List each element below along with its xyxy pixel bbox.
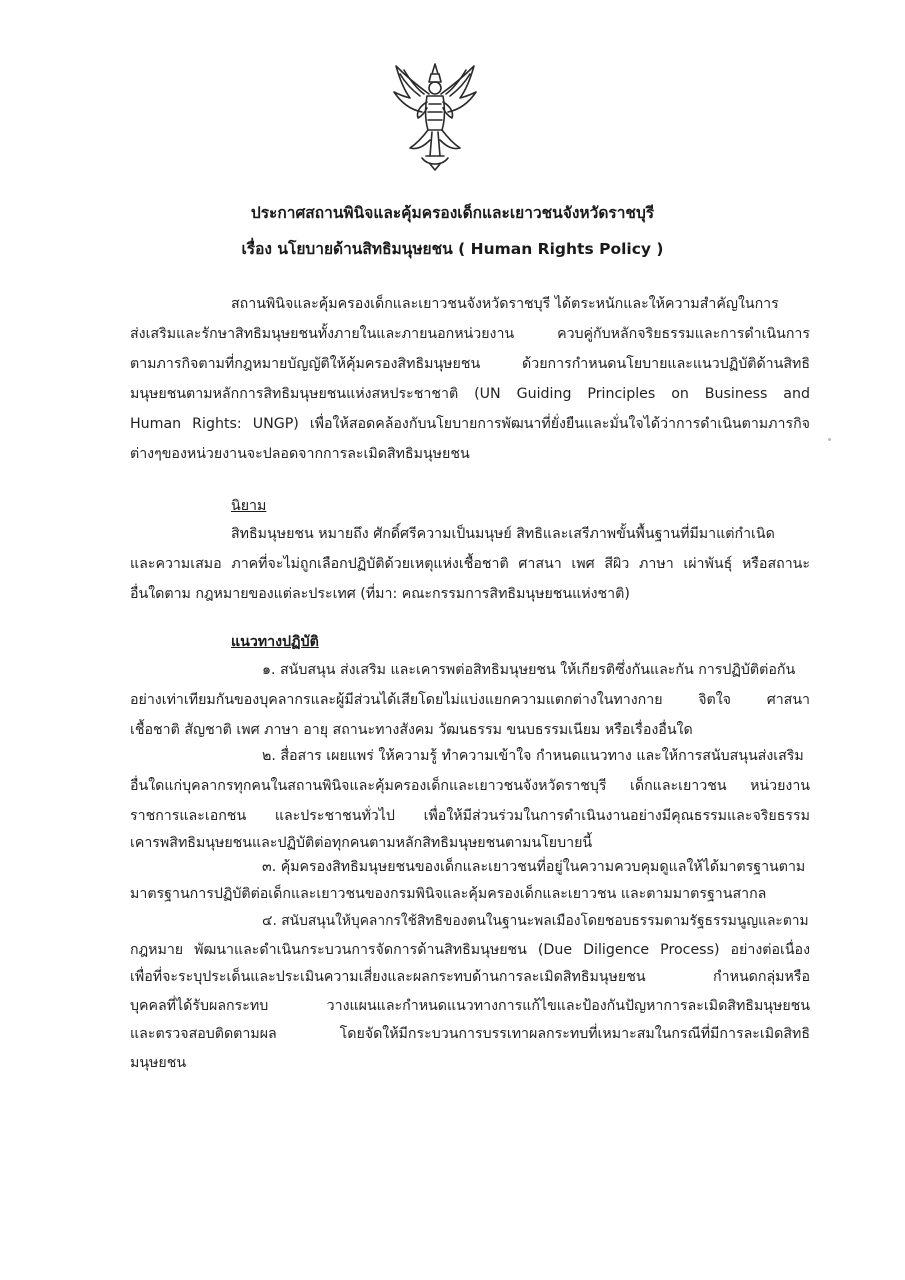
guidelines-heading: แนวทางปฏิบัติ [231, 634, 319, 650]
scan-speck [828, 438, 831, 441]
intro-line: ต่างๆของหน่วยงานจะปลอดจากการละเมิดสิทธิมนุษยชน [130, 446, 470, 462]
guideline-item-4: ๔. สนับสนุนให้บุคลากรใช้สิทธิของตนในฐานะพลเมืองโดยชอบธรรมตามรัฐธรรมนูญและตาม [262, 913, 809, 929]
document-subject: เรื่อง นโยบายด้านสิทธิมนุษยชน ( Human Rights Policy ) [241, 240, 664, 258]
guideline-item-4-line: บุคคลที่ได้รับผลกระทบ วางแผนและกำหนดแนวทางการแก้ไขและป้องกันปัญหาการละเมิดสิทธิมนุษยชน [130, 998, 810, 1014]
intro-line: ตามภารกิจตามที่กฎหมายบัญญัติให้คุ้มครองสิทธิมนุษยชน ด้วยการกำหนดนโยบายและแนวปฏิบัติด้านสิทธิ [130, 356, 810, 372]
guideline-item-4-line: และตรวจสอบติดตามผล โดยจัดให้มีกระบวนการบรรเทาผลกระทบที่เหมาะสมในกรณีที่มีการละเมิดสิทธิ [130, 1026, 810, 1042]
guideline-item-2-line: ราชการและเอกชน และประชาชนทั่วไป เพื่อให้มีส่วนร่วมในการดำเนินงานอย่างมีคุณธรรมและจริยธรรม [130, 808, 810, 824]
intro-line: Human Rights: UNGP) เพื่อให้สอดคล้องกับนโยบายการพัฒนาที่ยั่งยืนและมั่นใจได้ว่าการดำเนินตามภารกิจ [130, 416, 810, 432]
garuda-emblem-icon [392, 60, 478, 172]
intro-line: ส่งเสริมและรักษาสิทธิมนุษยชนทั้งภายในและภายนอกหน่วยงาน ควบคู่กับหลักจริยธรรมและการดำเนินการ [130, 326, 810, 342]
definition-line: อื่นใดตาม กฎหมายของแต่ละประเทศ (ที่มา: คณะกรรมการสิทธิมนุษยชนแห่งชาติ) [130, 586, 630, 602]
guideline-item-2: ๒. สื่อสาร เผยแพร่ ให้ความรู้ ทำความเข้าใจ กำหนดแนวทาง และให้การสนับสนุนส่งเสริม [262, 748, 804, 764]
guideline-item-4-line: กฎหมาย พัฒนาและดำเนินกระบวนการจัดการด้านสิทธิมนุษยชน (Due Diligence Process) อย่างต่อเนื่อง [130, 942, 810, 958]
guideline-item-2-line: อื่นใดแก่บุคลากรทุกคนในสถานพินิจและคุ้มครองเด็กและเยาวชนจังหวัดราชบุรี เด็กและเยาวชน หน่วยงาน [130, 778, 810, 794]
guideline-item-4-line: เพื่อที่จะระบุประเด็นและประเมินความเสี่ยงและผลกระทบด้านการละเมิดสิทธิมนุษยชน กำหนดกลุ่มหรือ [130, 969, 810, 985]
definition-heading: นิยาม [231, 498, 267, 514]
intro-line: สถานพินิจและคุ้มครองเด็กและเยาวชนจังหวัดราชบุรี ได้ตระหนักและให้ความสำคัญในการ [231, 296, 779, 312]
definition-line: และความเสมอ ภาคที่จะไม่ถูกเลือกปฏิบัติด้วยเหตุแห่งเชื้อชาติ ศาสนา เพศ สีผิว ภาษา เผ่าพันธุ์ หรือสถานะ [130, 556, 810, 572]
guideline-item-4-line: มนุษยชน [130, 1055, 187, 1071]
guideline-item-3-line: มาตรฐานการปฏิบัติต่อเด็กและเยาวชนของกรมพินิจและคุ้มครองเด็กและเยาวชน และตามมาตรฐานสากล [130, 886, 767, 902]
guideline-item-1-line: เชื้อชาติ สัญชาติ เพศ ภาษา อายุ สถานะทางสังคม วัฒนธรรม ขนบธรรมเนียม หรือเรื่องอื่นใด [130, 722, 693, 738]
guideline-item-1-line: อย่างเท่าเทียมกันของบุคลากรและผู้มีส่วนได้เสียโดยไม่แบ่งแยกความแตกต่างในทางกาย จิตใจ ศาสนา [130, 692, 810, 708]
guideline-item-3: ๓. คุ้มครองสิทธิมนุษยชนของเด็กและเยาวชนที่อยู่ในความควบคุมดูแลให้ได้มาตรฐานตาม [262, 859, 806, 875]
guideline-item-2-line: เคารพสิทธิมนุษยชนและปฏิบัติต่อทุกคนตามหลักสิทธิมนุษยชนตามนโยบายนี้ [130, 835, 593, 851]
definition-line: สิทธิมนุษยชน หมายถึง ศักดิ์ศรีความเป็นมนุษย์ สิทธิและเสรีภาพขั้นพื้นฐานที่มีมาแต่กำเนิด [231, 526, 775, 542]
guideline-item-1: ๑. สนับสนุน ส่งเสริม และเคารพต่อสิทธิมนุษยชน ให้เกียรติซึ่งกันและกัน การปฏิบัติต่อกัน [262, 662, 796, 678]
intro-line: มนุษยชนตามหลักการสิทธิมนุษยชนแห่งสหประชาชาติ (UN Guiding Principles on Business and [130, 386, 810, 402]
document-title: ประกาศสถานพินิจและคุ้มครองเด็กและเยาวชนจังหวัดราชบุรี [250, 204, 655, 222]
